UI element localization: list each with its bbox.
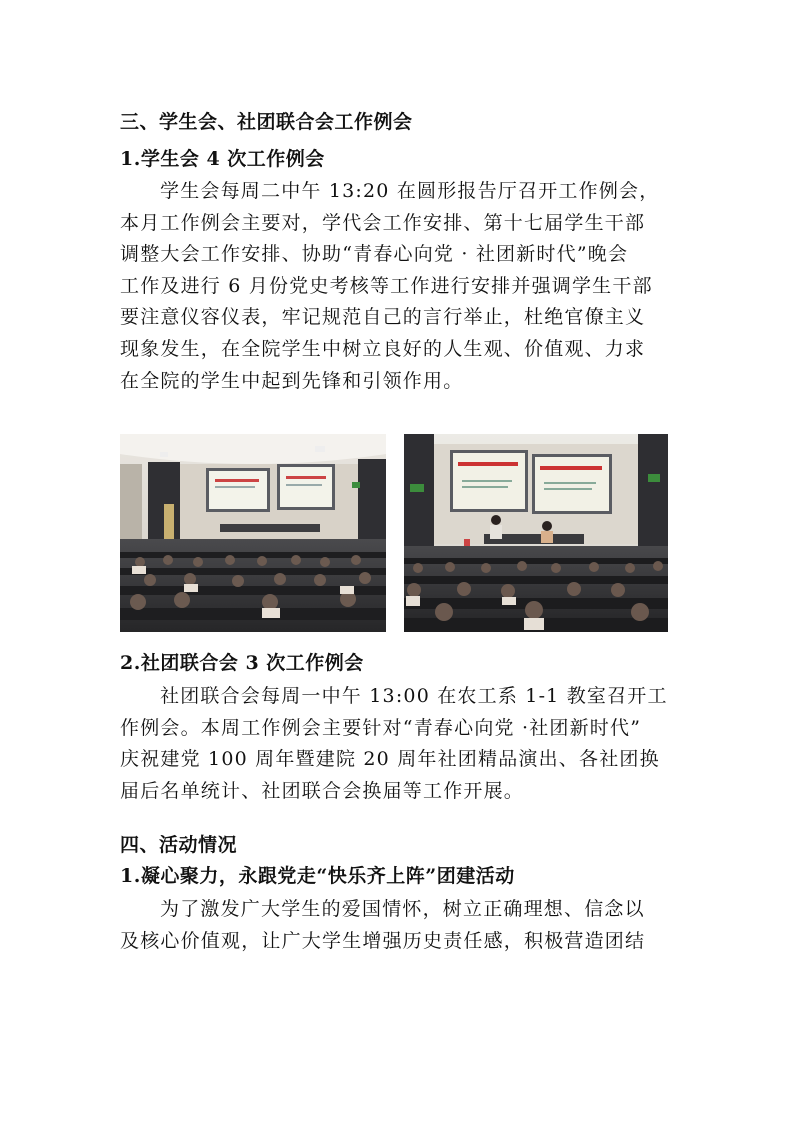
paragraph-line: 社团联合会每周一中午 13:00 在农工系 1-1 教室召开工 (160, 685, 668, 707)
paragraph-line: 在全院的学生中起到先锋和引领作用。 (120, 369, 464, 392)
paragraph-line: 庆祝建党 100 周年暨建院 20 周年社团精品演出、各社团换 (120, 748, 660, 771)
subsection-student-union-heading: 1.学生会 4 次工作例会 (120, 148, 325, 170)
meeting-photo-left (120, 434, 386, 632)
subsection-team-building-heading: 1.凝心聚力，永跟党走“快乐齐上阵”团建活动 (120, 865, 515, 887)
section-4-heading: 四、活动情况 (120, 834, 238, 856)
paragraph-line: 调整大会工作安排、协助“青春心向党 · 社团新时代”晚会 (120, 243, 629, 266)
paragraph-line: 现象发生，在全院学生中树立良好的人生观、价值观、力求 (120, 337, 646, 360)
paragraph-line: 要注意仪容仪表，牢记规范自己的言行举止，杜绝官僚主义 (120, 306, 646, 329)
meeting-photo-right (404, 434, 668, 632)
club-federation-paragraph (120, 681, 676, 807)
subsection-club-federation-heading: 2.社团联合会 3 次工作例会 (120, 652, 364, 674)
paragraph-line: 届后名单统计、社团联合会换届等工作开展。 (120, 779, 525, 802)
section-3-heading: 三、学生会、社团联合会工作例会 (120, 111, 413, 133)
paragraph-line: 本月工作例会主要对，学代会工作安排、第十七届学生干部 (120, 211, 646, 234)
student-union-paragraph (120, 176, 676, 397)
paragraph-line: 及核心价值观，让广大学生增强历史责任感，积极营造团结 (120, 929, 646, 952)
paragraph-line: 工作及进行 6 月份党史考核等工作进行安排并强调学生干部 (120, 274, 653, 297)
paragraph-line: 学生会每周二中午 13:20 在圆形报告厅召开工作例会， (160, 180, 660, 202)
team-building-paragraph (120, 894, 676, 957)
paragraph-line: 为了激发广大学生的爱国情怀，树立正确理想、信念以 (160, 898, 645, 920)
paragraph-line: 作例会。本周工作例会主要针对“青春心向党 ·社团新时代” (120, 716, 642, 739)
